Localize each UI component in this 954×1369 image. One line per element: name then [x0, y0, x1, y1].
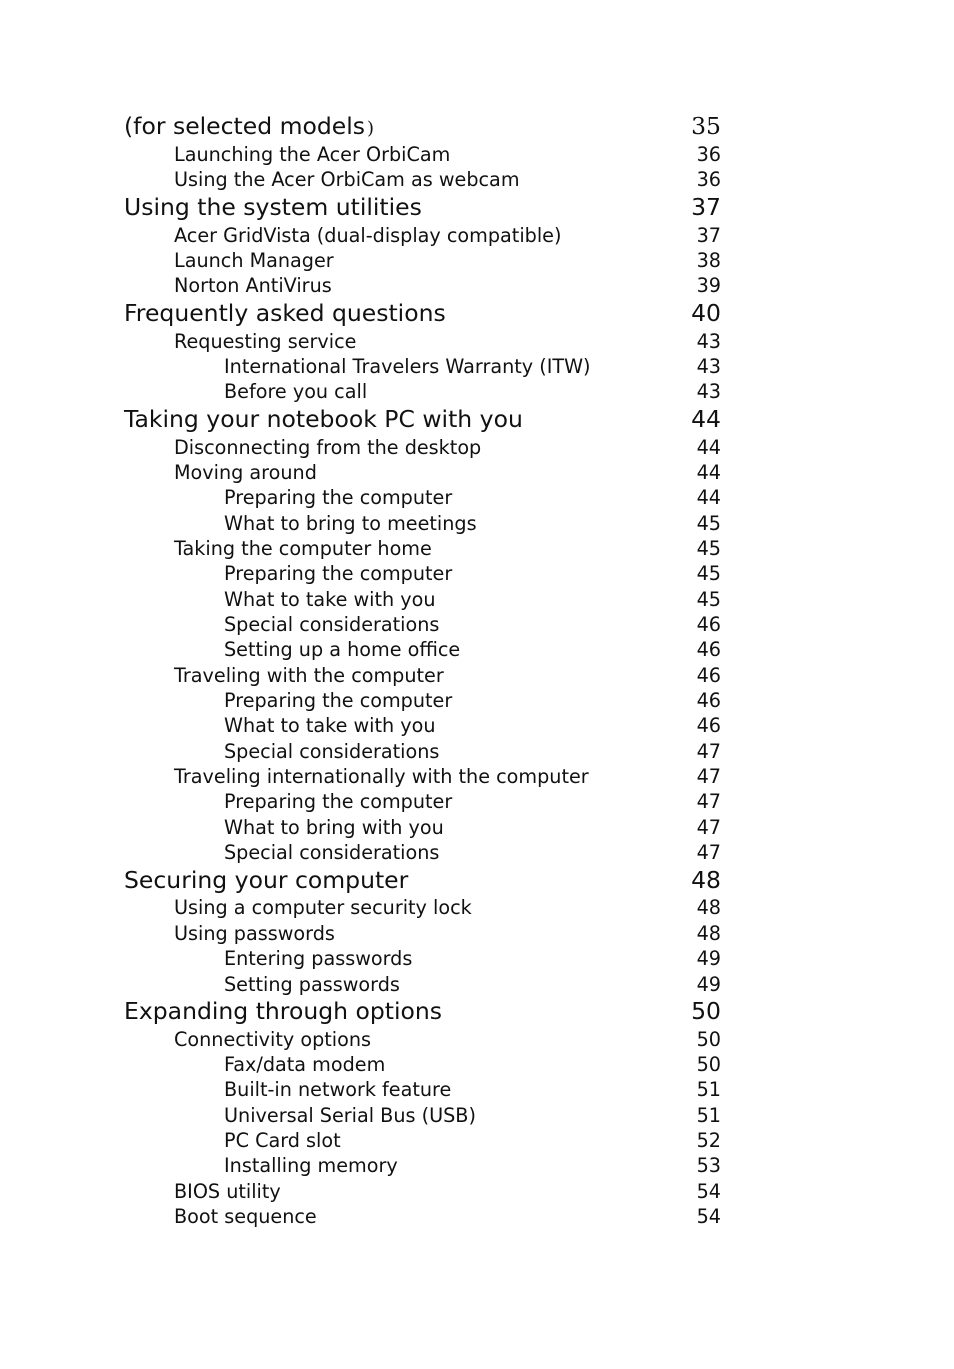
toc-entry-page-number: 40	[691, 298, 721, 327]
toc-entry-title: What to take with you	[224, 713, 436, 737]
toc-entry-page-number: 49	[696, 946, 721, 970]
toc-entry-page-number: 54	[696, 1179, 721, 1203]
toc-entry-page-number: 47	[696, 815, 721, 839]
toc-entry-level-1[interactable]	[124, 404, 721, 434]
toc-entry-title: What to take with you	[224, 587, 436, 611]
toc-entry-title: Connectivity options	[174, 1027, 371, 1051]
toc-entry-title-suffix: )	[367, 118, 375, 139]
toc-entry-title: International Travelers Warranty (ITW)	[224, 354, 591, 378]
toc-entry-page-number: 54	[696, 1204, 721, 1228]
toc-entry-page-number: 37	[691, 192, 721, 221]
toc-entry-title: (for selected models	[124, 111, 366, 140]
toc-entry-level-1[interactable]	[124, 298, 721, 328]
toc-entry-title: Taking the computer home	[174, 536, 432, 560]
toc-entry-page-number: 44	[696, 460, 721, 484]
toc-entry-page-number: 45	[696, 587, 721, 611]
toc-entry-title: BIOS utility	[174, 1179, 281, 1203]
toc-entry-page-number: 47	[696, 739, 721, 763]
toc-entry-page-number: 47	[696, 789, 721, 813]
toc-entry-title: Moving around	[174, 460, 317, 484]
toc-entry-page-number: 49	[696, 972, 721, 996]
toc-entry-level-3[interactable]	[224, 968, 721, 998]
toc-entry-page-number: 53	[696, 1153, 721, 1177]
toc-entry-title: Preparing the computer	[224, 485, 453, 509]
toc-entry-page-number: 45	[696, 511, 721, 535]
toc-entry-title: Entering passwords	[224, 946, 413, 970]
toc-entry-title: Taking your notebook PC with you	[124, 404, 523, 433]
toc-entry-title: Norton AntiVirus	[174, 273, 332, 297]
toc-entry-title: What to bring to meetings	[224, 511, 477, 535]
toc-entry-title: Preparing the computer	[224, 789, 453, 813]
toc-entry-page-number: 46	[696, 612, 721, 636]
toc-entry-page-number: 50	[696, 1052, 721, 1076]
toc-entry-page-number: 52	[696, 1128, 721, 1152]
toc-entry-level-3[interactable]	[224, 375, 721, 405]
toc-entry-level-2[interactable]	[174, 1200, 721, 1230]
toc-entry-page-number: 36	[696, 142, 721, 166]
toc-entry-level-2[interactable]	[174, 163, 721, 193]
toc-entry-title: Using the Acer OrbiCam as webcam	[174, 167, 520, 191]
toc-entry-page-number: 38	[696, 248, 721, 272]
toc-entry-page-number: 43	[696, 329, 721, 353]
toc-entry-title: Special considerations	[224, 840, 440, 864]
toc-entry-page-number: 48	[691, 865, 721, 894]
toc-entry-title: Expanding through options	[124, 996, 443, 1025]
toc-entry-title: Using a computer security lock	[174, 895, 472, 919]
toc-entry-title: What to bring with you	[224, 815, 444, 839]
toc-entry-page-number: 50	[691, 996, 721, 1025]
toc-entry-page-number: 43	[696, 379, 721, 403]
toc-entry-title: Launch Manager	[174, 248, 334, 272]
toc-entry-level-2[interactable]	[174, 269, 721, 299]
toc-entry-page-number: 46	[696, 688, 721, 712]
toc-entry-page-number: 47	[696, 764, 721, 788]
toc-entry-page-number: 51	[696, 1077, 721, 1101]
toc-entry-title: Frequently asked questions	[124, 298, 446, 327]
toc-entry-title: Traveling with the computer	[174, 663, 444, 687]
toc-entry-title: Fax/data modem	[224, 1052, 386, 1076]
toc-entry-title: Disconnecting from the desktop	[174, 435, 482, 459]
toc-entry-title: Special considerations	[224, 739, 440, 763]
toc-entry-title: Launching the Acer OrbiCam	[174, 142, 451, 166]
toc-entry-page-number: 46	[696, 637, 721, 661]
toc-entry-page-number: 46	[696, 713, 721, 737]
toc-entry-page-number: 39	[696, 273, 721, 297]
toc-entry-title: Boot sequence	[174, 1204, 317, 1228]
toc-entry-title: Special considerations	[224, 612, 440, 636]
toc-entry-title: Built-in network feature	[224, 1077, 452, 1101]
toc-entry-page-number: 36	[696, 167, 721, 191]
toc-entry-page-number: 37	[696, 223, 721, 247]
toc-entry-title: Preparing the computer	[224, 688, 453, 712]
toc-entry-page-number: 48	[696, 895, 721, 919]
toc-entry-page-number: 43	[696, 354, 721, 378]
toc-entry-title: Traveling internationally with the computer	[174, 764, 589, 788]
toc-entry-page-number: 48	[696, 921, 721, 945]
toc-entry-title: Using passwords	[174, 921, 335, 945]
toc-entry-title: Setting up a home office	[224, 637, 461, 661]
toc-entry-level-3[interactable]	[224, 836, 721, 866]
toc-entry-title: PC Card slot	[224, 1128, 341, 1152]
toc-entry-page-number: 46	[696, 663, 721, 687]
toc-entry-title: Requesting service	[174, 329, 357, 353]
toc-entry-title: Installing memory	[224, 1153, 398, 1177]
toc-entry-page-number: 44	[696, 435, 721, 459]
toc-entry-title: Before you call	[224, 379, 368, 403]
toc-entry-page-number: 45	[696, 561, 721, 585]
toc-entry-level-1[interactable]	[124, 192, 721, 222]
toc-entry-page-number: 44	[696, 485, 721, 509]
toc-entry-level-1[interactable]	[124, 111, 721, 141]
toc-entry-page-number: 47	[696, 840, 721, 864]
toc-entry-title: Securing your computer	[124, 865, 409, 894]
toc-entry-page-number: 45	[696, 536, 721, 560]
toc-entry-page-number: 51	[696, 1103, 721, 1127]
toc-entry-level-1[interactable]	[124, 996, 721, 1026]
toc-entry-title: Acer GridVista (dual-display compatible)	[174, 223, 562, 247]
toc-entry-title: Using the system utilities	[124, 192, 422, 221]
toc-entry-title: Preparing the computer	[224, 561, 453, 585]
toc-entry-page-number: 44	[691, 404, 721, 433]
toc-entry-page-number: 35	[691, 111, 721, 140]
toc-entry-title: Setting passwords	[224, 972, 400, 996]
toc-entry-page-number: 50	[696, 1027, 721, 1051]
toc-entry-title: Universal Serial Bus (USB)	[224, 1103, 476, 1127]
